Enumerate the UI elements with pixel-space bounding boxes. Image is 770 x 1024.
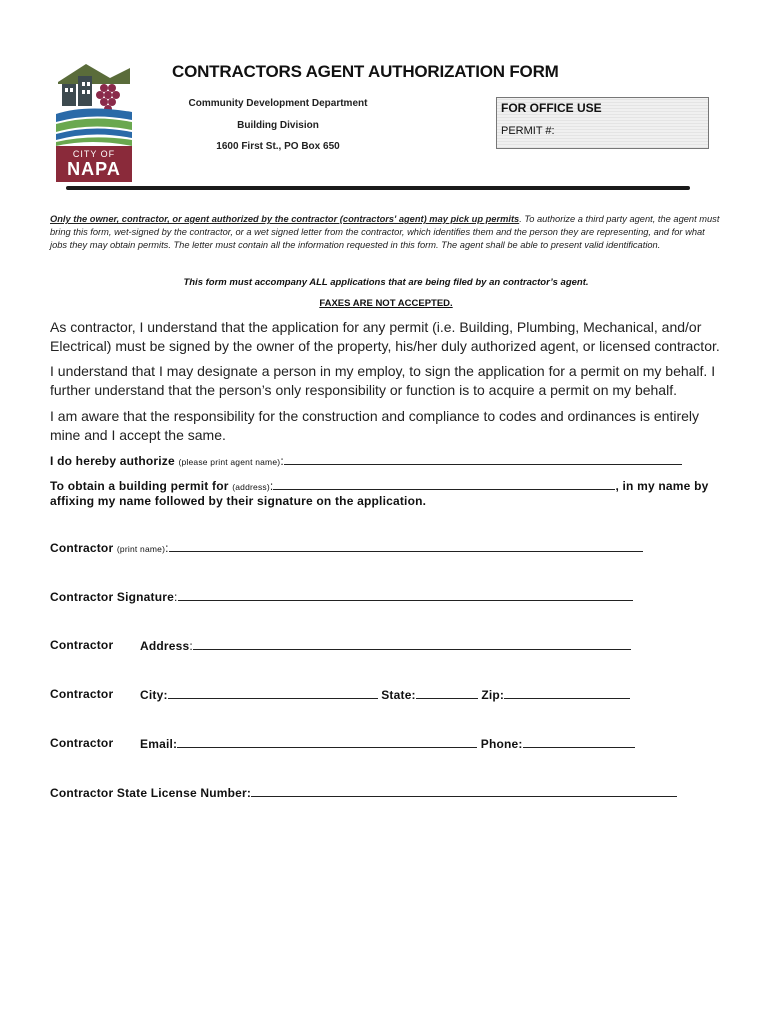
form-title: CONTRACTORS AGENT AUTHORIZATION FORM <box>172 62 559 81</box>
signature-row: Contractor Signature: <box>50 589 633 604</box>
permit-hint: (address) <box>232 482 270 492</box>
signature-label: Contractor Signature <box>50 590 175 604</box>
email-phone-row <box>140 736 635 751</box>
state-field[interactable] <box>416 687 478 699</box>
permit-address-field[interactable] <box>273 478 615 490</box>
intro-lead: Only the owner, contractor, or agent authorized by the contractor (contractors' agent) may pick up permits <box>50 214 520 224</box>
contractor-label-email: Contractor <box>50 736 114 750</box>
email-field[interactable] <box>177 736 477 748</box>
office-use-title: FOR OFFICE USE <box>501 101 602 115</box>
intro-paragraph <box>50 213 722 253</box>
intro-body: . To authorize a third party agent, the agent must bring this form, wet-signed by the contractor, or a wet signed letter from the contractor, which identifies them and the person they are representing, and for what jobs they may obtain permits. The letter must contain all the information requested in this form. The agent shall be able to present valid identification. <box>50 214 720 251</box>
contractor-label-address: Contractor <box>50 638 114 652</box>
agent-name-field[interactable] <box>284 453 682 465</box>
license-row <box>50 785 677 800</box>
authorize-label: I do hereby authorize <box>50 454 175 468</box>
contractor-label-city: Contractor <box>50 687 114 701</box>
phone-label: Phone: <box>480 737 523 751</box>
city-of-napa-logo <box>56 58 132 182</box>
phone-field[interactable] <box>523 736 635 748</box>
department-name: Community Development Department <box>188 98 368 109</box>
address-label: Address <box>140 639 190 653</box>
permit-row: To obtain a building permit for (address): , in my name by <box>50 479 709 493</box>
contractor-label: Contractor <box>50 541 114 555</box>
permit-label: To obtain a building permit for <box>50 479 229 493</box>
city-label: City: <box>140 688 168 702</box>
license-field[interactable] <box>251 785 677 797</box>
address-row: Address: <box>140 638 631 653</box>
faxes-note: FAXES ARE NOT ACCEPTED. <box>319 298 453 309</box>
print-name-hint: (print name) <box>116 544 166 554</box>
email-label: Email: <box>140 737 178 751</box>
department-address: 1600 First St., PO Box 650 <box>216 141 340 152</box>
zip-label: Zip: <box>481 688 505 702</box>
header-divider <box>66 186 690 190</box>
city-field[interactable] <box>168 687 378 699</box>
statement-paragraph-2: I understand that I may designate a person in my employ, to sign the application for a permit on my behalf. I further understand that the person’s only responsibility or function is to acquire a permit on my behalf. <box>50 363 716 398</box>
signature-field[interactable] <box>178 589 633 601</box>
office-use-box <box>496 97 709 149</box>
logo-text-city-of: CITY OF <box>72 149 116 159</box>
address-field[interactable] <box>193 638 631 650</box>
permit-continuation: affixing my name followed by their signature on the application. <box>50 494 427 508</box>
statement-paragraph-3: I am aware that the responsibility for the construction and compliance to codes and ordinances is entirely mine and I accept the same. <box>50 408 700 443</box>
logo-text-napa: NAPA <box>67 159 121 179</box>
state-label: State: <box>381 688 416 702</box>
authorize-hint: (please print agent name) <box>178 457 281 467</box>
license-label: Contractor State License Number: <box>50 786 252 800</box>
city-state-zip-row <box>140 687 630 702</box>
statement-paragraph-1: As contractor, I understand that the application for any permit (i.e. Building, Plumbing, Mechanical, and/or Electrical) must be signed by the owner of the property, his/her duly authorized agent, or licensed contractor. <box>50 319 720 354</box>
contractor-name-row: Contractor (print name): <box>50 540 643 555</box>
contractor-name-field[interactable] <box>169 540 643 552</box>
permit-suffix: , in my name by <box>615 479 709 493</box>
zip-field[interactable] <box>504 687 630 699</box>
division-name: Building Division <box>237 120 319 131</box>
accompany-note: This form must accompany ALL applications that are being filed by an contractor’s agent. <box>183 277 589 288</box>
authorize-row: I do hereby authorize (please print agent name): <box>50 453 682 468</box>
permit-number-label: PERMIT #: <box>501 125 555 137</box>
